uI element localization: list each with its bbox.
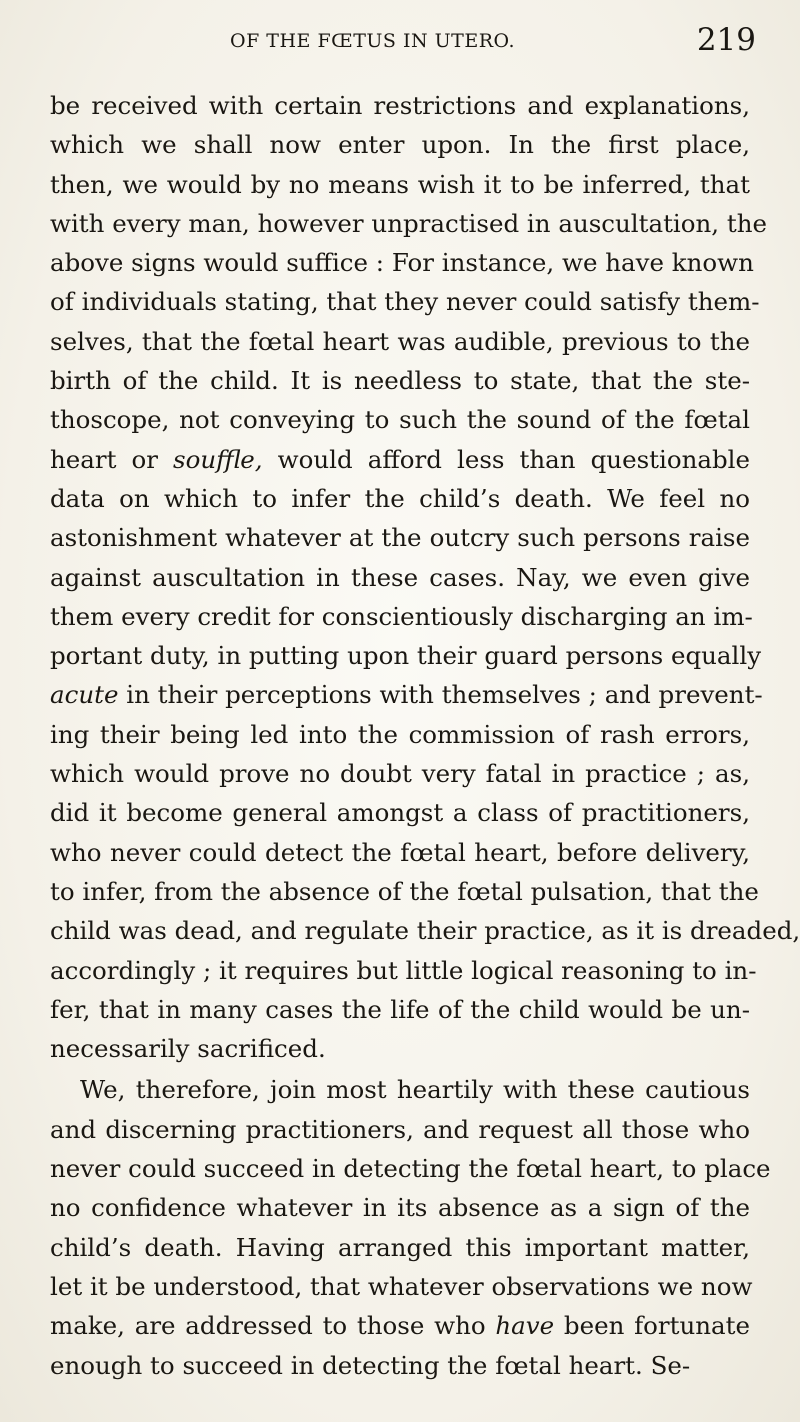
text-run: to infer, from the absence of the fœtal pulsation, that the [50, 876, 759, 906]
page-number: 219 [696, 22, 756, 58]
text-run: with every man, however unpractised in auscultation, the [50, 208, 767, 238]
text-line [50, 951, 757, 990]
text-run: necessarily sacrificed. [50, 1034, 326, 1064]
text-run: ing their being led into the commission of rash errors, [50, 719, 750, 749]
text-line [50, 597, 753, 636]
text-run: thoscope, not conveying to such the sound of the fœtal [50, 405, 750, 435]
text-run: which would prove no doubt very fatal in practice ; as, [50, 759, 750, 789]
text-run: child was dead, and regulate their practice, as it is dreaded, [50, 916, 800, 946]
text-line [50, 204, 767, 243]
text-line [50, 1346, 750, 1385]
text-run: above signs would suffice : For instance, we have known [50, 248, 754, 278]
text-run: who never could detect the fœtal heart, before delivery, [50, 837, 750, 867]
text-line [50, 243, 754, 282]
text-line [50, 1228, 750, 1267]
text-run: birth of the child. It is needless to state, that the ste- [50, 366, 750, 396]
italic-text: acute [50, 680, 119, 710]
text-run: would afford less than questionable [262, 444, 750, 474]
text-run: astonishment whatever at the outcry such persons raise [50, 523, 750, 553]
text-line [50, 165, 750, 204]
text-line [50, 1149, 771, 1188]
text-run: accordingly ; it requires but little logical reasoning to in- [50, 955, 757, 985]
italic-text: souffle, [173, 444, 263, 474]
paragraph [50, 86, 800, 1068]
text-line [50, 1188, 750, 1227]
text-run: be received with certain restrictions and explanations, [50, 91, 750, 120]
text-run: then, we would by no means wish it to be inferred, that [50, 169, 750, 199]
text-line [50, 1267, 753, 1306]
text-line [50, 86, 750, 125]
text-run: selves, that the fœtal heart was audible, previous to the [50, 326, 750, 356]
text-line [50, 282, 760, 321]
text-line [50, 322, 750, 361]
text-run: did it become general amongst a class of practitioners, [50, 798, 750, 828]
text-line [50, 754, 750, 793]
text-run: enough to succeed in detecting the fœtal heart. Se- [50, 1350, 691, 1380]
text-line [50, 1110, 750, 1149]
text-line [50, 675, 763, 714]
text-run: no confidence whatever in its absence as a sign of the [50, 1193, 750, 1223]
text-line [50, 479, 750, 518]
text-line [50, 1306, 750, 1345]
text-run: in their perceptions with themselves ; and prevent- [118, 680, 763, 710]
text-run: portant duty, in putting upon their guard persons equally [50, 641, 762, 671]
text-line [50, 1029, 750, 1068]
text-line [50, 793, 750, 832]
text-line [50, 1070, 750, 1109]
paragraph [50, 1070, 771, 1384]
text-line [50, 440, 750, 479]
text-line [50, 361, 750, 400]
text-line [50, 872, 759, 911]
text-run: been fortunate [554, 1311, 751, 1341]
text-line [50, 990, 750, 1029]
text-run: them every credit for conscientiously discharging an im- [50, 601, 753, 631]
text-run: fer, that in many cases the life of the child would be un- [50, 994, 750, 1024]
running-head: OF THE FŒTUS IN UTERO. [230, 30, 516, 52]
text-run: data on which to infer the child’s death. We feel no [50, 483, 750, 513]
text-line [50, 911, 800, 950]
text-run: heart or [50, 444, 174, 474]
text-line [50, 400, 750, 439]
body-text [50, 86, 800, 1385]
text-run: which we shall now enter upon. In the first place, [50, 130, 750, 160]
text-line [50, 558, 750, 597]
text-run: make, are addressed to those who [50, 1311, 496, 1341]
text-run: against auscultation in these cases. Nay, we even give [50, 562, 750, 592]
text-run: We, therefore, join most heartily with these cautious [80, 1075, 750, 1105]
text-line [50, 636, 762, 675]
text-run: let it be understood, that whatever observations we now [50, 1271, 753, 1301]
text-run: and discerning practitioners, and request all those who [50, 1114, 750, 1144]
text-line [50, 833, 750, 872]
italic-text: have [495, 1311, 555, 1341]
text-line [50, 715, 750, 754]
text-run: of individuals stating, that they never could satisfy them- [50, 287, 760, 317]
text-run: child’s death. Having arranged this important matter, [50, 1232, 750, 1262]
text-line [50, 518, 750, 557]
text-line [50, 125, 750, 164]
text-run: never could succeed in detecting the fœtal heart, to place [50, 1154, 771, 1184]
